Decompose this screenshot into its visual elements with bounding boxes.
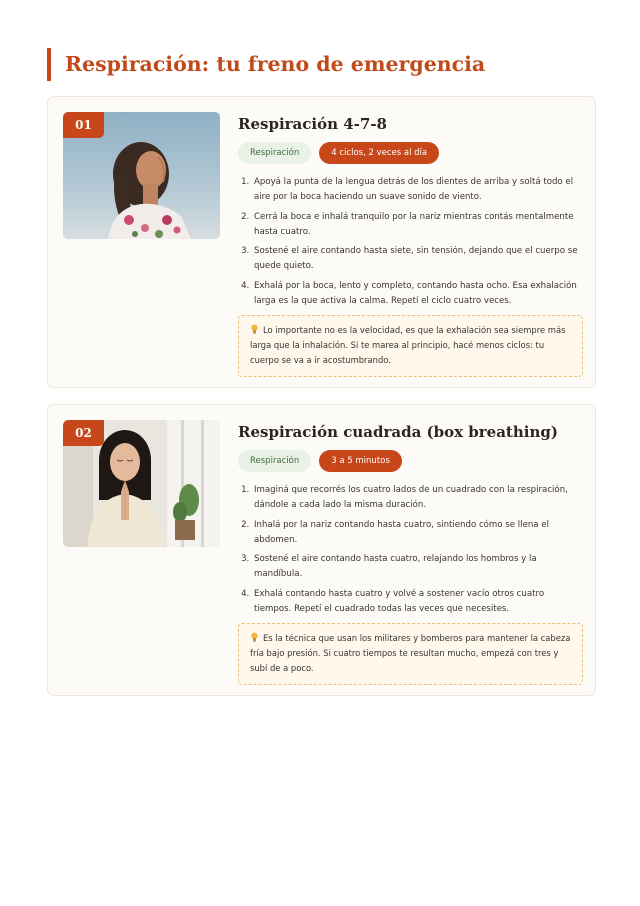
steps-list xyxy=(238,483,583,617)
technique-card xyxy=(47,96,596,388)
duration-tag: 4 ciclos, 2 veces al día xyxy=(319,142,439,164)
step-item: 1. Imaginá que recorrés los cuatro lados de un cuadrado con la respiración, dándole a cada lado la misma duración. xyxy=(252,483,583,513)
tag-row xyxy=(238,142,583,164)
card-title: Respiración cuadrada (box breathing) xyxy=(238,423,558,441)
tip-box xyxy=(238,623,583,685)
technique-card xyxy=(47,404,596,696)
tip-box xyxy=(238,315,583,377)
technique-photo xyxy=(63,420,220,547)
step-item: 1. Apoyá la punta de la lengua detrás de los dientes de arriba y soltá todo el aire por la boca haciendo un suave sonido de viento. xyxy=(252,175,583,205)
card-content xyxy=(238,421,583,685)
steps-list xyxy=(238,175,583,309)
card-number-badge: 02 xyxy=(63,420,104,446)
lightbulb-icon xyxy=(250,632,259,642)
tag-row xyxy=(238,450,583,472)
step-item: 2. Inhalá por la nariz contando hasta cuatro, sintiendo cómo se llena el abdomen. xyxy=(252,518,583,548)
lightbulb-icon xyxy=(250,324,259,334)
step-item: 2. Cerrá la boca e inhalá tranquilo por la nariz mientras contás mentalmente hasta cuatro. xyxy=(252,210,583,240)
step-item: 4. Exhalá contando hasta cuatro y volvé a sostener vacío otros cuatro tiempos. Repetí el cuadrado todas las veces que necesites. xyxy=(252,587,583,617)
page-title: Respiración: tu freno de emergencia xyxy=(47,48,607,81)
step-item: 3. Sostené el aire contando hasta siete, sin tensión, dejando que el cuerpo se quede quieto. xyxy=(252,244,583,274)
card-number-badge: 01 xyxy=(63,112,104,138)
card-title: Respiración 4-7-8 xyxy=(238,115,387,133)
tip-text: Lo importante no es la velocidad, es que la exhalación sea siempre más larga que la inhalación. Si te marea al principio, hacé menos ciclos: tu cuerpo se va a ir acostumbrando. xyxy=(250,324,566,365)
technique-photo xyxy=(63,112,220,239)
type-tag: Respiración xyxy=(238,142,311,164)
duration-tag: 3 a 5 minutos xyxy=(319,450,402,472)
step-item: 4. Exhalá por la boca, lento y completo, contando hasta ocho. Esa exhalación larga es la que activa la calma. Repetí el ciclo cuatro veces. xyxy=(252,279,583,309)
card-content xyxy=(238,113,583,377)
type-tag: Respiración xyxy=(238,450,311,472)
step-item: 3. Sostené el aire contando hasta cuatro, relajando los hombros y la mandíbula. xyxy=(252,552,583,582)
tip-text: Es la técnica que usan los militares y bomberos para mantener la cabeza fría bajo presión. Si cuatro tiempos te resultan mucho, empezá con tres y subí de a poco. xyxy=(250,632,571,673)
